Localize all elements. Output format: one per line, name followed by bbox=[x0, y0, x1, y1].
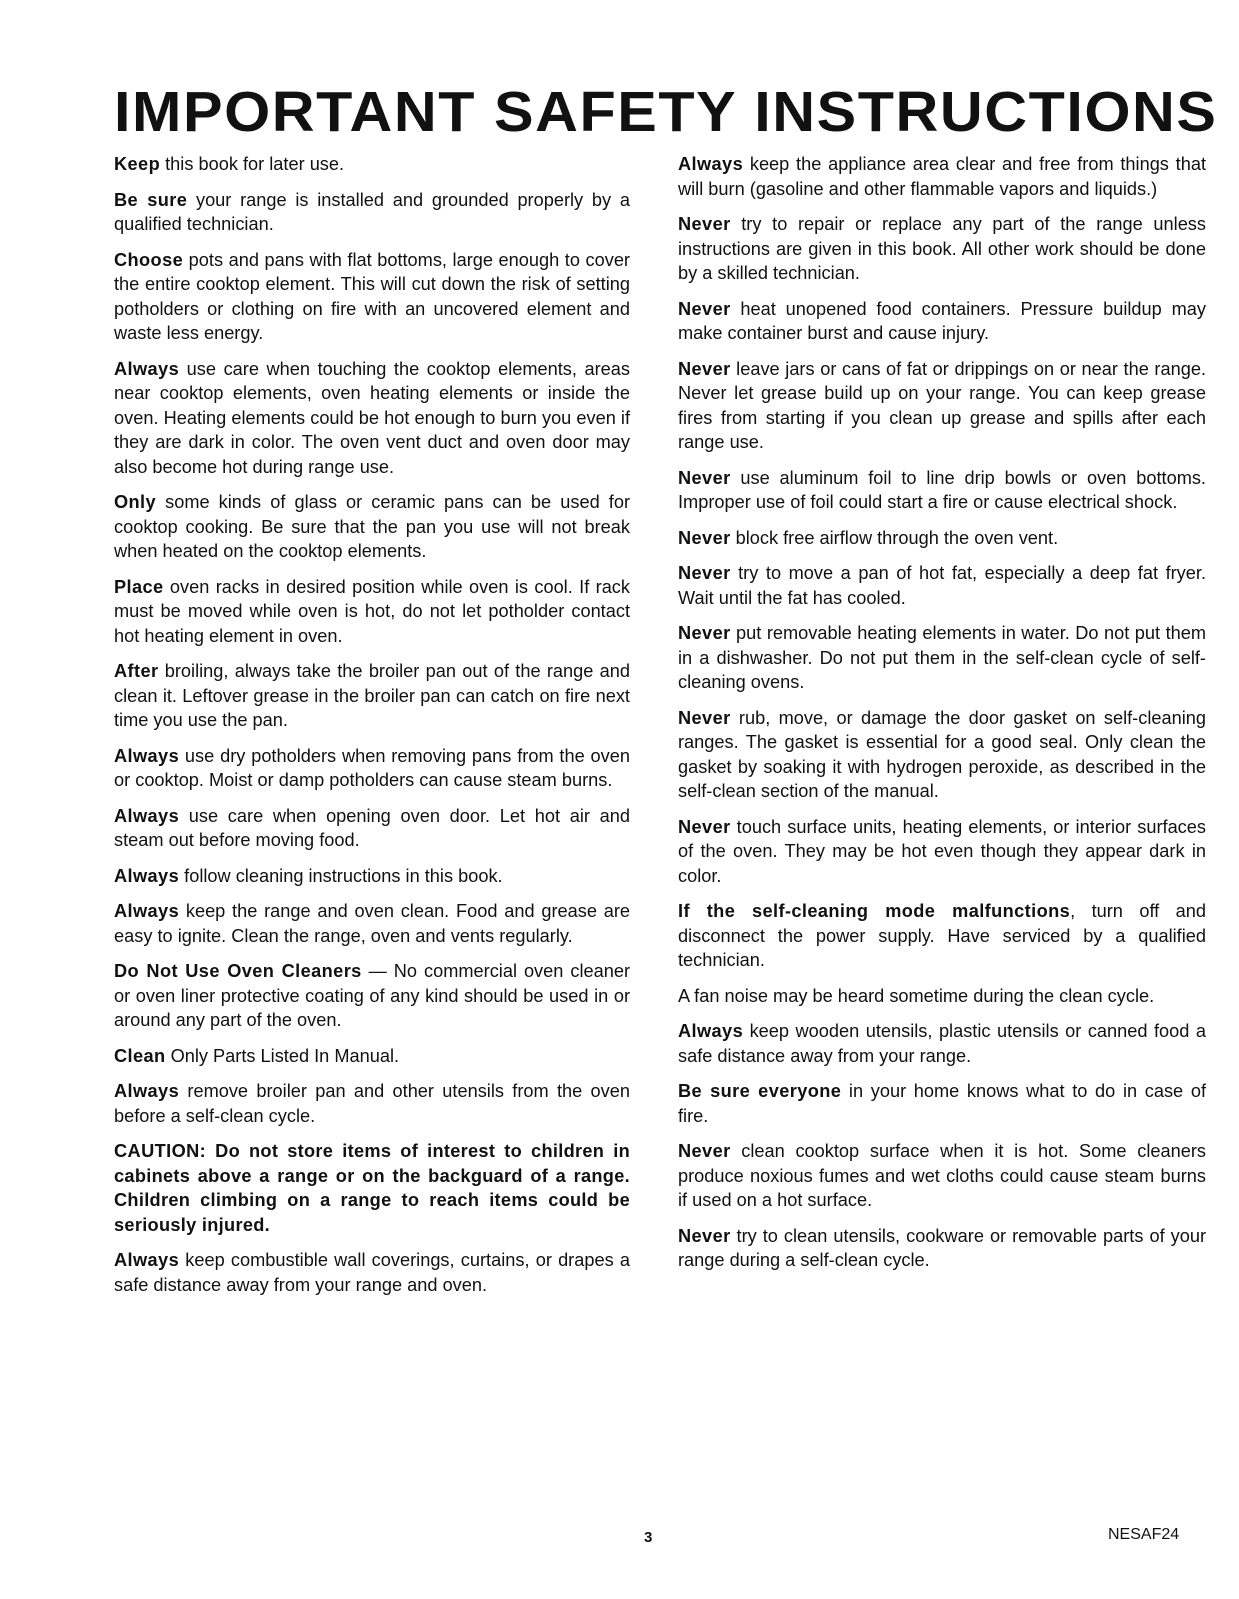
instruction-lead: CAUTION: bbox=[114, 1141, 207, 1161]
instruction-lead: Never bbox=[678, 358, 731, 379]
instruction-text: keep the range and oven clean. Food and grease are easy to ignite. Clean the range, oven and vents regularly. bbox=[114, 901, 630, 946]
safety-instruction bbox=[114, 659, 630, 733]
instruction-lead: Always bbox=[678, 154, 744, 174]
instruction-lead: Always bbox=[678, 1021, 744, 1041]
instruction-lead: Clean bbox=[114, 1045, 166, 1066]
instruction-lead: Never bbox=[678, 298, 731, 319]
safety-instruction bbox=[678, 815, 1206, 889]
instruction-text: try to move a pan of hot fat, especially a deep fat fryer. Wait until the fat has cooled. bbox=[678, 563, 1206, 608]
safety-instruction bbox=[678, 1224, 1206, 1273]
instruction-lead: Always bbox=[114, 745, 180, 766]
safety-instruction bbox=[678, 212, 1206, 286]
instruction-text: in your home knows what to do in case of fire. bbox=[678, 1081, 1207, 1126]
instruction-text: keep the appliance area clear and free from things that will burn (gasoline and other flammable vapors and liquids.) bbox=[678, 154, 1206, 199]
safety-instruction bbox=[114, 1248, 630, 1297]
instruction-lead: Never bbox=[678, 707, 731, 728]
instruction-lead: Always bbox=[114, 805, 180, 826]
safety-instruction bbox=[114, 959, 630, 1033]
instruction-lead: Always bbox=[114, 358, 180, 379]
instruction-text: your range is installed and grounded properly by a qualified technician. bbox=[114, 189, 630, 234]
instruction-lead: Be sure everyone bbox=[678, 1081, 842, 1101]
instruction-lead: Always bbox=[114, 865, 180, 886]
instruction-lead: Always bbox=[114, 1250, 180, 1270]
instruction-text: remove broiler pan and other utensils from the oven before a self-clean cycle. bbox=[114, 1081, 630, 1126]
instruction-lead: Always bbox=[114, 1081, 180, 1101]
safety-instruction bbox=[114, 864, 630, 889]
safety-instruction bbox=[114, 1139, 630, 1237]
instruction-text: A fan noise may be heard sometime during the clean cycle. bbox=[678, 985, 1155, 1006]
safety-instruction bbox=[114, 575, 630, 649]
instruction-lead: Never bbox=[678, 563, 731, 583]
safety-instruction bbox=[114, 744, 630, 793]
instruction-text: use care when opening oven door. Let hot air and steam out before moving food. bbox=[114, 805, 630, 850]
instruction-lead: Only bbox=[114, 492, 157, 512]
safety-instruction bbox=[678, 984, 1206, 1009]
safety-instruction bbox=[114, 1079, 630, 1128]
instruction-text: block free airflow through the oven vent. bbox=[730, 527, 1059, 548]
instruction-lead: Choose bbox=[114, 249, 184, 270]
instruction-lead: Never bbox=[678, 623, 731, 643]
instruction-text: , turn off and disconnect the power supply. Have serviced by a qualified technician. bbox=[678, 901, 1206, 970]
instruction-text: this book for later use. bbox=[160, 154, 345, 174]
instruction-text: follow cleaning instructions in this book. bbox=[179, 865, 503, 886]
instruction-lead: After bbox=[114, 661, 159, 681]
instruction-text: Only Parts Listed In Manual. bbox=[165, 1045, 400, 1066]
instruction-text: clean cooktop surface when it is hot. Some cleaners produce noxious fumes and wet cloths could cause steam burns if used on a hot surface. bbox=[678, 1141, 1206, 1210]
instruction-text: — No commercial oven cleaner or oven liner protective coating of any kind should be used in or around any part of the oven. bbox=[114, 961, 630, 1030]
safety-instruction bbox=[114, 804, 630, 853]
instruction-text: try to repair or replace any part of the range unless instructions are given in this book. All other work should be done by a skilled technician. bbox=[678, 214, 1206, 283]
page-number: 3 bbox=[644, 1529, 653, 1546]
instruction-text: pots and pans with flat bottoms, large enough to cover the entire cooktop element. This will cut down the risk of setting potholders or clothing on fire with an uncovered element and waste less energy. bbox=[114, 249, 630, 343]
safety-instruction bbox=[114, 248, 630, 346]
safety-instruction bbox=[678, 1019, 1206, 1068]
instruction-text: Do not store items of interest to children in cabinets above a range or on the backguard of a range. Children climbing on a range to reach items could be seriously injured. bbox=[114, 1141, 630, 1235]
instruction-lead: Never bbox=[678, 214, 731, 234]
instruction-text: use care when touching the cooktop elements, areas near cooktop elements, oven heating elements or inside the oven. Heating elements could be hot enough to burn you even if they are dark in color. The oven vent duct and oven door may also become hot during range use. bbox=[114, 358, 630, 477]
safety-instruction bbox=[678, 152, 1206, 201]
safety-instruction bbox=[678, 1079, 1206, 1128]
instruction-text: leave jars or cans of fat or drippings on or near the range. Never let grease build up on your range. You can keep grease fires from starting if you clean up grease and spills after each range use. bbox=[678, 358, 1206, 452]
instruction-lead: If the self-cleaning mode malfunctions bbox=[678, 901, 1071, 921]
safety-instruction bbox=[114, 357, 630, 480]
instruction-text: rub, move, or damage the door gasket on self-cleaning ranges. The gasket is essential for a good seal. Only clean the gasket by soaking it with hydrogen peroxide, as described in the self-clean section of the manual. bbox=[678, 707, 1206, 801]
instruction-lead: Always bbox=[114, 901, 180, 921]
instruction-text: put removable heating elements in water. Do not put them in a dishwasher. Do not put them in the self-clean cycle of self-cleaning ovens. bbox=[678, 623, 1206, 692]
safety-instruction bbox=[678, 621, 1206, 695]
safety-instruction bbox=[678, 526, 1206, 551]
instruction-lead: Never bbox=[678, 816, 731, 837]
safety-instruction bbox=[678, 561, 1206, 610]
instruction-lead: Never bbox=[678, 467, 731, 488]
safety-instruction bbox=[114, 899, 630, 948]
instruction-text: broiling, always take the broiler pan out of the range and clean it. Leftover grease in the broiler pan can catch on fire next time you use the pan. bbox=[114, 661, 630, 730]
right-column bbox=[678, 152, 1206, 1284]
instruction-text: keep combustible wall coverings, curtains, or drapes a safe distance away from your range and oven. bbox=[114, 1250, 630, 1295]
safety-instruction bbox=[678, 1139, 1206, 1213]
instruction-lead: Never bbox=[678, 1225, 731, 1246]
safety-instruction bbox=[114, 188, 630, 237]
left-column bbox=[114, 152, 630, 1308]
instruction-text: heat unopened food containers. Pressure buildup may make container burst and cause injury. bbox=[678, 298, 1206, 343]
instruction-text: use dry potholders when removing pans from the oven or cooktop. Moist or damp potholders can cause steam burns. bbox=[114, 745, 630, 790]
safety-instruction bbox=[114, 152, 630, 177]
instruction-lead: Never bbox=[678, 527, 731, 548]
instruction-lead: Be sure bbox=[114, 189, 188, 210]
instruction-text: touch surface units, heating elements, or interior surfaces of the oven. They may be hot even though they appear dark in color. bbox=[678, 816, 1206, 886]
page-title: IMPORTANT SAFETY INSTRUCTIONS bbox=[114, 80, 1218, 144]
safety-instruction bbox=[678, 297, 1206, 346]
instruction-lead: Keep bbox=[114, 154, 161, 174]
instruction-text: try to clean utensils, cookware or removable parts of your range during a self-clean cycle. bbox=[678, 1225, 1206, 1270]
safety-instruction bbox=[114, 1044, 630, 1069]
safety-instruction bbox=[678, 357, 1206, 455]
instruction-lead: Never bbox=[678, 1141, 731, 1161]
document-code: NESAF24 bbox=[1108, 1526, 1180, 1543]
safety-instruction bbox=[678, 706, 1206, 804]
instruction-lead: Place bbox=[114, 576, 164, 597]
instruction-lead: Do Not Use Oven Cleaners bbox=[114, 961, 362, 981]
instruction-text: use aluminum foil to line drip bowls or oven bottoms. Improper use of foil could start a fire or cause electrical shock. bbox=[678, 467, 1206, 512]
instruction-text: keep wooden utensils, plastic utensils or canned food a safe distance away from your range. bbox=[678, 1021, 1206, 1066]
safety-instruction bbox=[678, 466, 1206, 515]
safety-instruction bbox=[678, 899, 1206, 973]
instruction-text: oven racks in desired position while oven is cool. If rack must be moved while oven is hot, do not let potholder contact hot heating element in oven. bbox=[114, 576, 630, 646]
instruction-text: some kinds of glass or ceramic pans can be used for cooktop cooking. Be sure that the pan you use will not break when heated on the cooktop elements. bbox=[114, 492, 630, 561]
safety-instruction bbox=[114, 490, 630, 564]
